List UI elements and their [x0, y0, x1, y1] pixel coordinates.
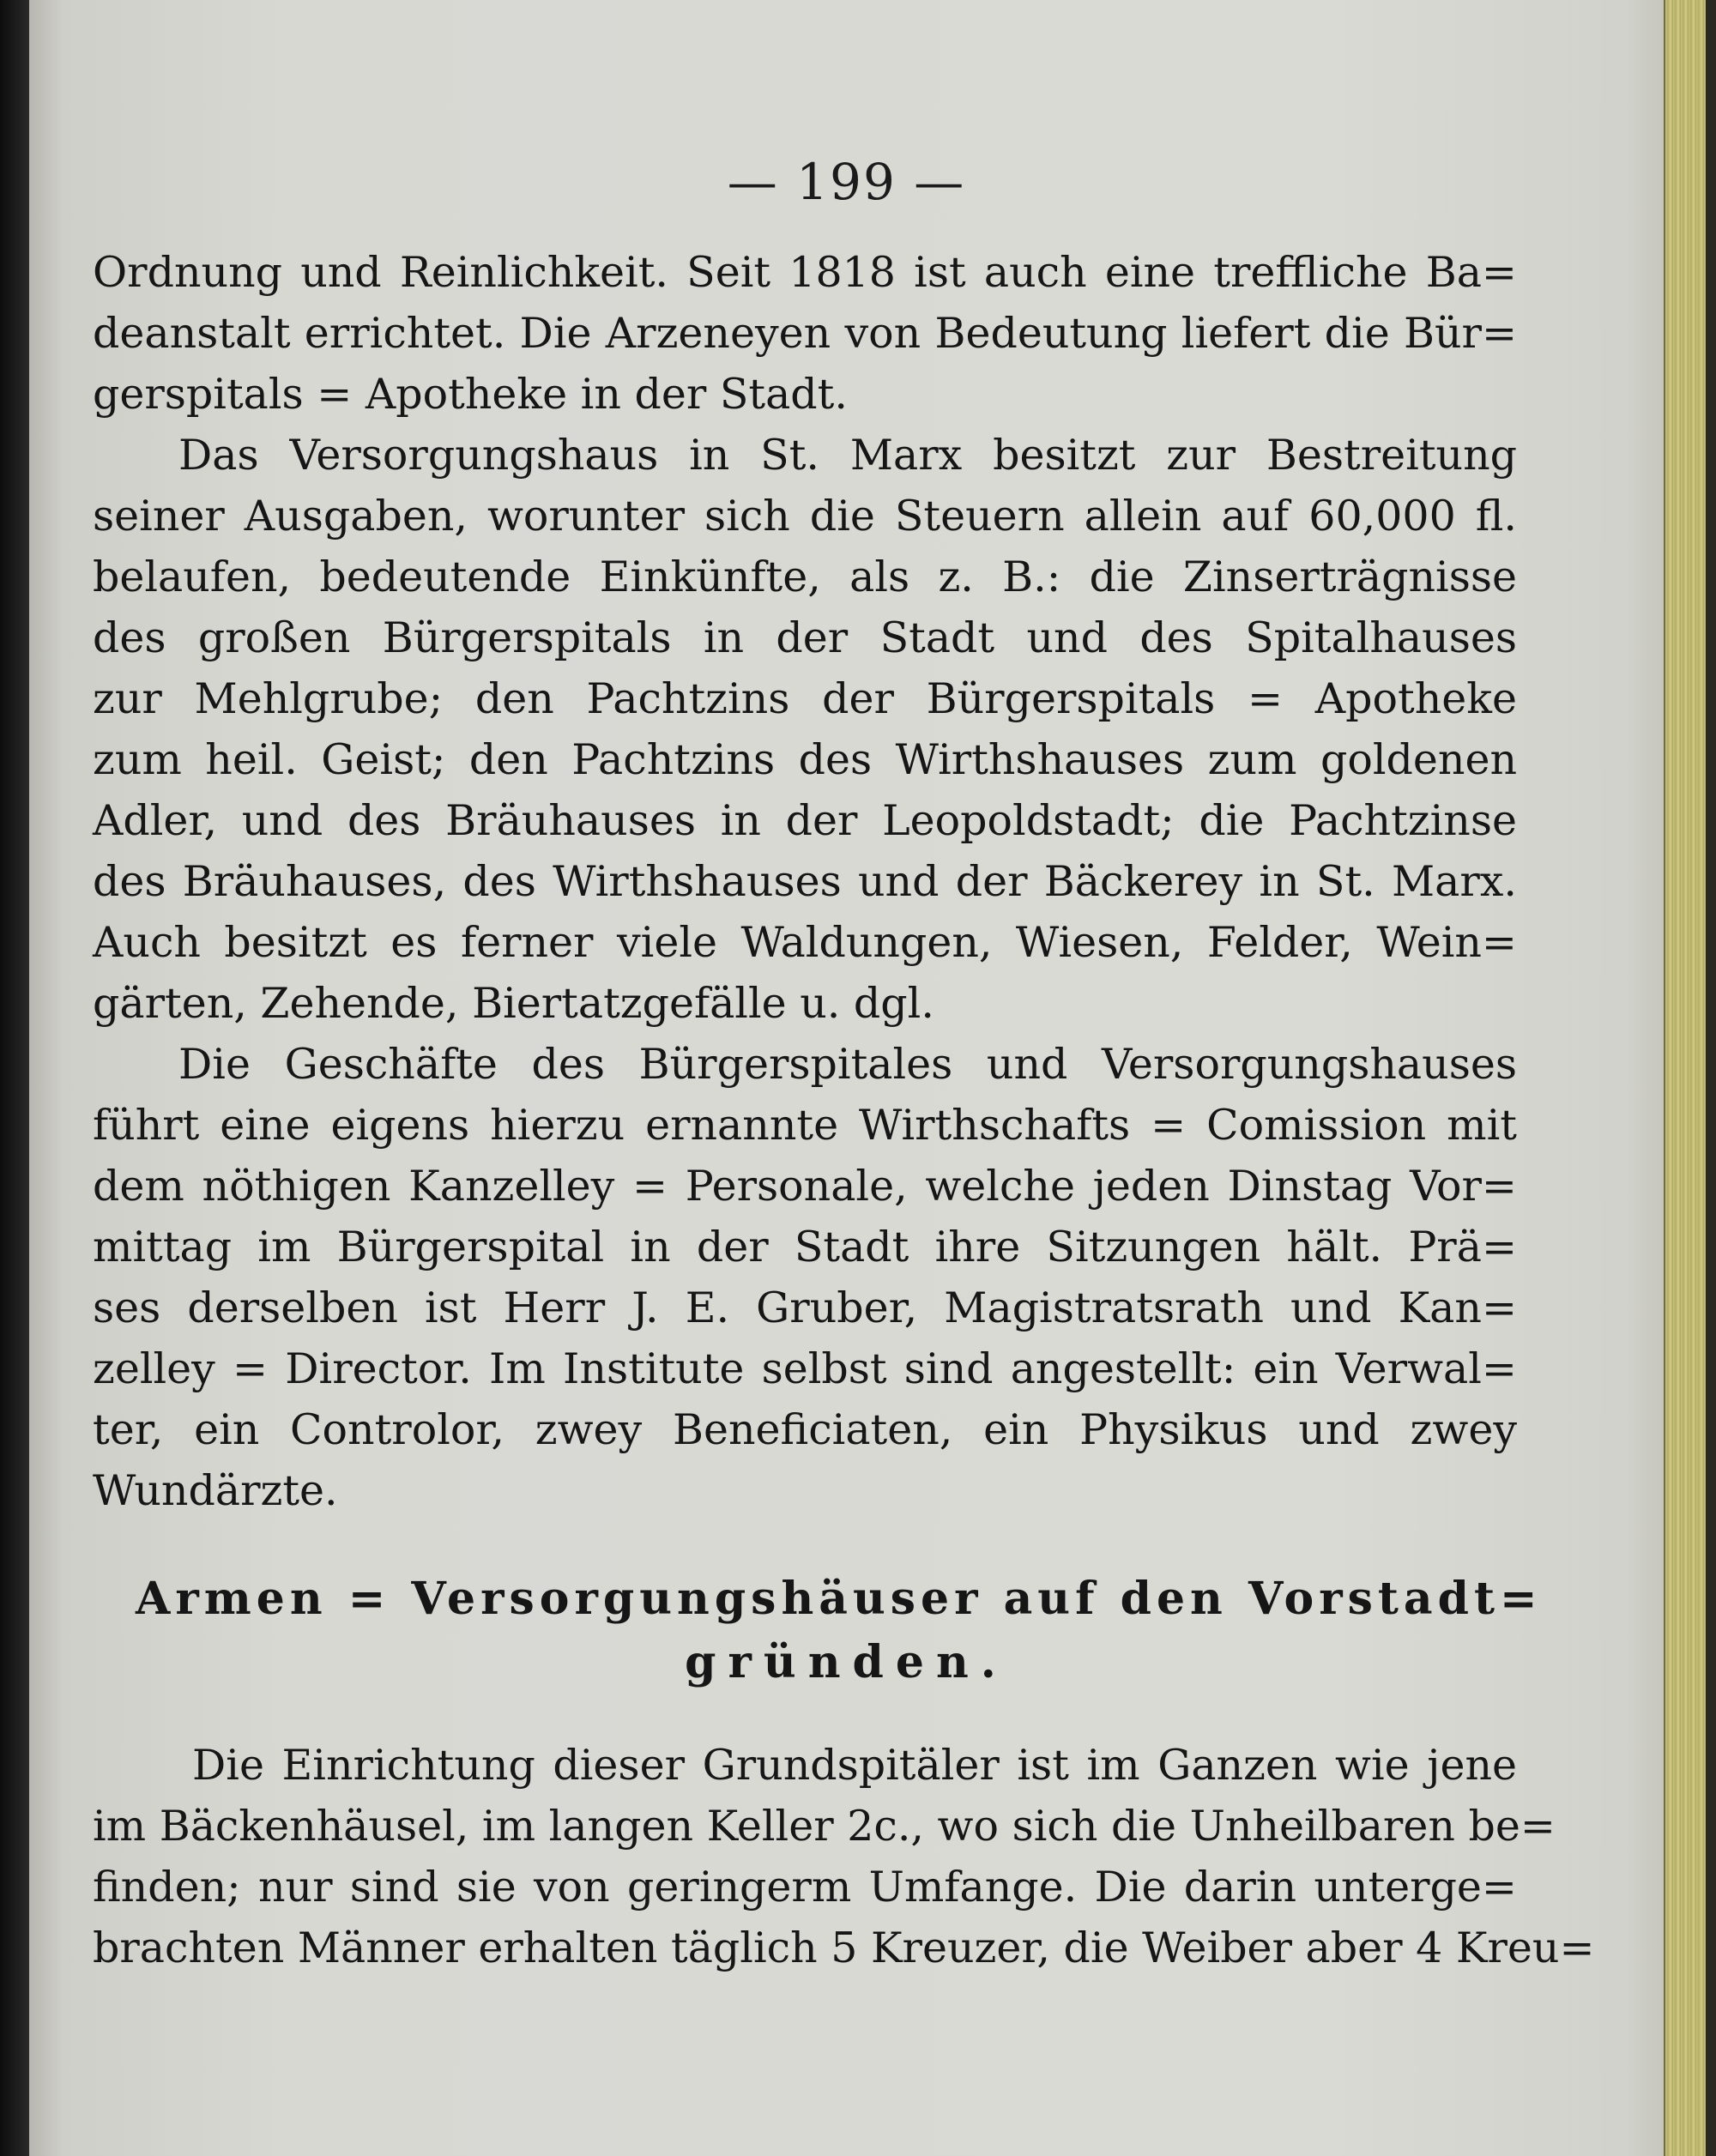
text-line: Die Geschäfte des Bürgerspitales und Versorgungshauses — [178, 1040, 1517, 1089]
text-line: zelley = Director. Im Institute selbst sind angestellt: ein Verwal= — [93, 1344, 1517, 1393]
text-line: deanstalt errichtet. Die Arzeneyen von Bedeutung liefert die Bür= — [93, 309, 1517, 358]
text-line: gärten, Zehende, Biertatzgefälle u. dgl. — [93, 979, 934, 1028]
section-heading: Armen = Versorgungshäuser auf den Vorstadt= — [136, 1573, 1543, 1625]
text-line: brachten Männer erhalten täglich 5 Kreuzer, die Weiber aber 4 Kreu= — [93, 1923, 1595, 1972]
section-heading: gründen. — [685, 1636, 1008, 1688]
text-line: zur Mehlgrube; den Pachtzins der Bürgerspitals = Apotheke — [93, 674, 1517, 723]
text-line: gerspitals = Apotheke in der Stadt. — [93, 370, 848, 419]
text-line: Die Einrichtung dieser Grundspitäler ist im Ganzen wie jene — [192, 1741, 1517, 1790]
text-line: belaufen, bedeutende Einkünfte, als z. B.: die Zinserträgnisse — [93, 553, 1517, 601]
text-line: Wundärzte. — [93, 1466, 338, 1515]
gilded-page-edge — [1664, 0, 1716, 2156]
text-line: des großen Bürgerspitals in der Stadt und des Spitalhauses — [93, 613, 1517, 662]
text-line: seiner Ausgaben, worunter sich die Steuern allein auf 60,000 fl. — [93, 492, 1517, 541]
text-line: mittag im Bürgerspital in der Stadt ihre Sitzungen hält. Prä= — [93, 1223, 1517, 1271]
text-line: ter, ein Controlor, zwey Beneficiaten, ein Physikus und zwey — [93, 1405, 1517, 1454]
text-line: führt eine eigens hierzu ernannte Wirthschafts = Comission mit — [93, 1101, 1517, 1150]
text-line: im Bäckenhäusel, im langen Keller 2c., wo sich die Unheilbaren be= — [93, 1802, 1556, 1851]
scanner-background — [0, 0, 29, 2156]
text-line: Auch besitzt es ferner viele Waldungen, Wiesen, Felder, Wein= — [93, 918, 1517, 967]
text-line: Ordnung und Reinlichkeit. Seit 1818 ist auch eine treffliche Ba= — [93, 248, 1517, 297]
text-line: ses derselben ist Herr J. E. Gruber, Magistratsrath und Kan= — [93, 1283, 1517, 1332]
text-line: des Bräuhauses, des Wirthshauses und der Bäckerey in St. Marx. — [93, 857, 1517, 906]
book-page — [29, 0, 1664, 2156]
text-line: finden; nur sind sie von geringerm Umfange. Die darin unterge= — [93, 1863, 1517, 1911]
text-line: zum heil. Geist; den Pachtzins des Wirthshauses zum goldenen — [93, 735, 1517, 784]
text-line: dem nöthigen Kanzelley = Personale, welche jeden Dinstag Vor= — [93, 1162, 1517, 1211]
text-line: Das Versorgungshaus in St. Marx besitzt zur Bestreitung — [178, 431, 1517, 480]
page-number: — 199 — — [727, 153, 966, 211]
text-line: Adler, und des Bräuhauses in der Leopoldstadt; die Pachtzinse — [93, 796, 1517, 845]
